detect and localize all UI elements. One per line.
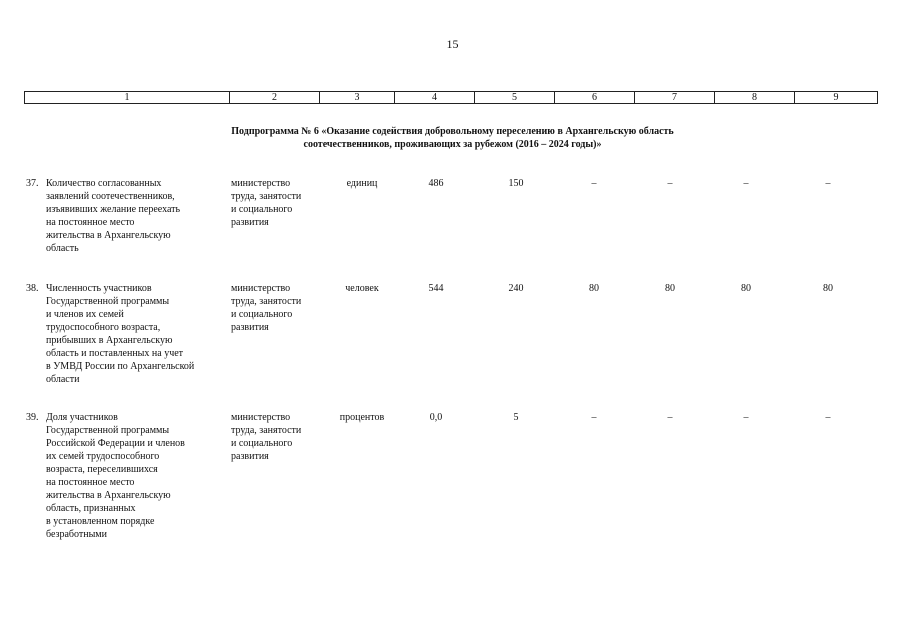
value-col-5: 150 — [508, 178, 524, 189]
page-number: 15 — [446, 37, 459, 51]
unit-of-measure: процентов — [339, 412, 385, 423]
row-number: 37. — [26, 178, 39, 189]
column-number-cell: 1 — [25, 92, 230, 104]
row-number: 38. — [26, 283, 39, 294]
value-col-4: 544 — [428, 283, 444, 294]
value-col-7: – — [667, 412, 673, 423]
value-col-6: – — [591, 412, 597, 423]
value-col-8: – — [743, 178, 749, 189]
value-col-9: 80 — [823, 283, 833, 294]
value-col-7: – — [667, 178, 673, 189]
unit-of-measure: единиц — [346, 178, 378, 189]
column-number-row — [25, 92, 878, 104]
column-number-cell: 7 — [635, 92, 715, 104]
column-number-cell: 2 — [230, 92, 320, 104]
column-number-cell: 9 — [795, 92, 878, 104]
column-number-cell: 8 — [715, 92, 795, 104]
value-col-4: 0,0 — [429, 412, 443, 423]
value-col-9: – — [825, 412, 831, 423]
column-number-cell: 5 — [475, 92, 555, 104]
responsible-executor: министерство труда, занятости и социального развития — [231, 178, 302, 228]
value-col-6: – — [591, 178, 597, 189]
subprogram-title — [120, 125, 785, 151]
unit-of-measure: человек — [345, 283, 379, 294]
indicator-name: Количество согласованных заявлений соотечественников, изъявивших желание переехать на постоянное место жительства в Архангельскую область — [46, 178, 181, 254]
value-col-4: 486 — [428, 178, 444, 189]
value-col-5: 240 — [508, 283, 524, 294]
value-col-8: – — [743, 412, 749, 423]
subprogram-title-line-2: соотечественников, проживающих за рубежом (2016 – 2024 годы)» — [303, 139, 602, 150]
value-col-9: – — [825, 178, 831, 189]
value-col-8: 80 — [741, 283, 751, 294]
indicator-name: Численность участников Государственной программы и членов их семей трудоспособного возраста, прибывших в Архангельскую область и поставленных на учет в УМВД России по Архангельской области — [46, 283, 195, 385]
value-col-5: 5 — [513, 412, 519, 423]
column-number-cell: 4 — [395, 92, 475, 104]
indicator-name: Доля участников Государственной программы Российской Федерации и членов их семей трудоспособного возраста, переселившихся на постоянное место жительства в Архангельскую область, признанных в установленном порядке безработными — [46, 412, 185, 540]
subprogram-title-line-1: Подпрограмма № 6 «Оказание содействия добровольному переселению в Архангельскую область — [231, 126, 674, 137]
row-number: 39. — [26, 412, 39, 423]
value-col-6: 80 — [589, 283, 599, 294]
responsible-executor: министерство труда, занятости и социального развития — [231, 412, 302, 462]
column-number-cell: 6 — [555, 92, 635, 104]
responsible-executor: министерство труда, занятости и социального развития — [231, 283, 302, 333]
column-number-cell: 3 — [320, 92, 395, 104]
column-number-header — [24, 91, 878, 104]
value-col-7: 80 — [665, 283, 675, 294]
